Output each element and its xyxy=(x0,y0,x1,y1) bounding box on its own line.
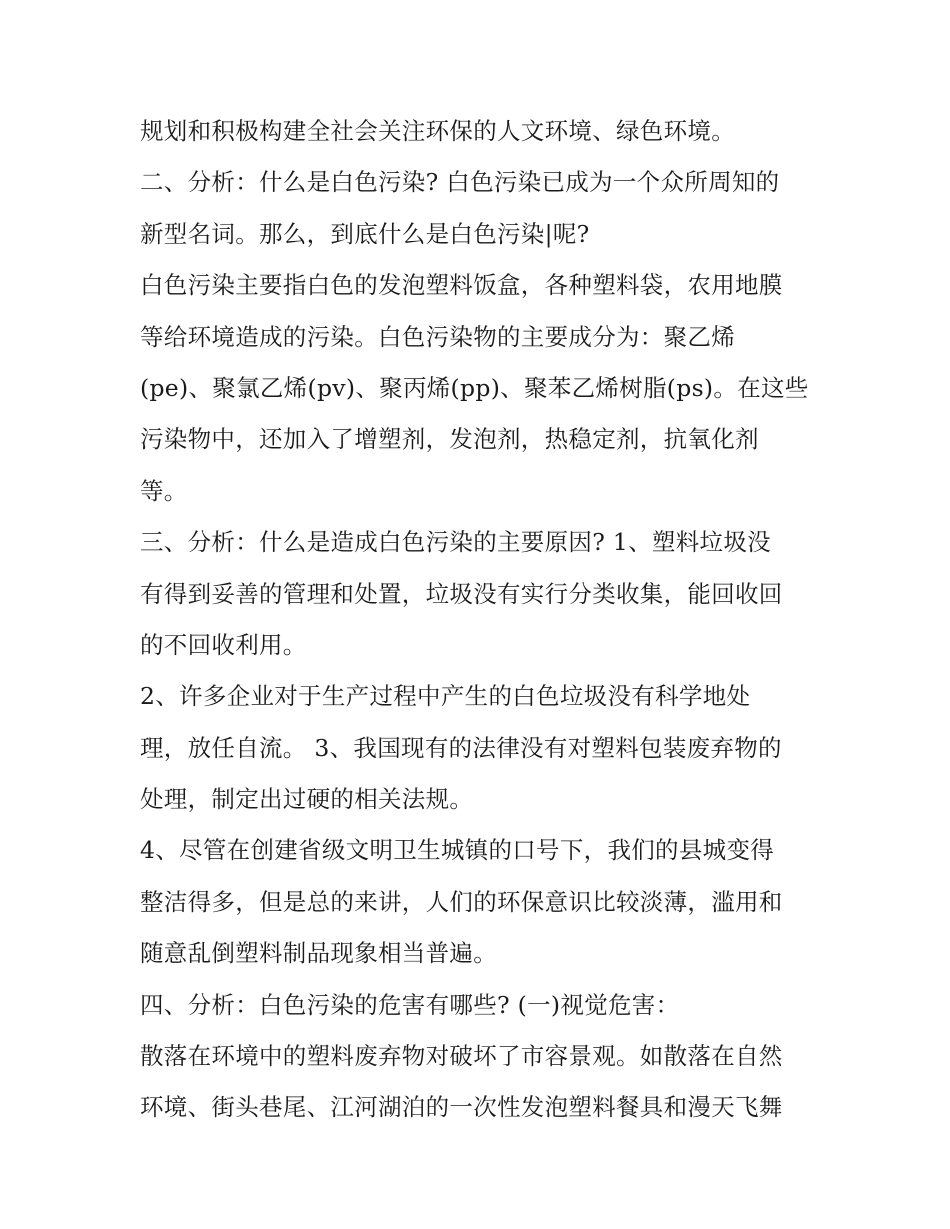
text-line: 随意乱倒塑料制品现象相当普遍。 xyxy=(140,939,497,968)
text-line: 新型名词。那么，到底什么是白色污染|呢? xyxy=(140,219,590,248)
text-line: 2、许多企业对于生产过程中产生的白色垃圾没有科学地处 xyxy=(140,682,751,711)
text-line: (pe)、聚氯乙烯(pv)、聚丙烯(pp)、聚苯乙烯树脂(ps)。在这些 xyxy=(140,373,809,402)
text-line: 环境、街头巷尾、江河湖泊的一次性发泡塑料餐具和漫天飞舞 xyxy=(140,1093,783,1122)
text-line: 污染物中，还加入了增塑剂，发泡剂，热稳定剂，抗氧化剂 xyxy=(140,425,759,454)
text-line: 4、尽管在创建省级文明卫生城镇的口号下，我们的县城变得 xyxy=(140,836,775,865)
text-line: 处理，制定出过硬的相关法规。 xyxy=(140,785,474,814)
text-line: 理，放任自流。 3、我国现有的法律没有对塑料包装废弃物的 xyxy=(140,733,782,762)
text-line: 等给环境造成的污染。白色污染物的主要成分为：聚乙烯 xyxy=(140,322,735,351)
text-line: 白色污染主要指白色的发泡塑料饭盒，各种塑料袋，农用地膜 xyxy=(140,271,783,300)
text-line: 规划和积极构建全社会关注环保的人文环境、绿色环境。 xyxy=(140,117,735,145)
text-line: 有得到妥善的管理和处置，垃圾没有实行分类收集，能回收回 xyxy=(140,579,783,608)
text-line: 等。 xyxy=(140,476,188,505)
text-line: 二、分析：什么是白色污染? 白色污染已成为一个众所周知的 xyxy=(140,168,780,197)
text-line: 散落在环境中的塑料废弃物对破坏了市容景观。如散落在自然 xyxy=(140,1042,783,1071)
document-body xyxy=(140,106,820,1134)
text-line: 四、分析：白色污染的危害有哪些? (一)视觉危害： xyxy=(140,990,680,1019)
text-line: 三、分析：什么是造成白色污染的主要原因? 1、塑料垃圾没 xyxy=(140,528,771,557)
text-line: 的不回收利用。 xyxy=(140,630,307,659)
text-line: 整洁得多，但是总的来讲，人们的环保意识比较淡薄，滥用和 xyxy=(140,887,783,916)
